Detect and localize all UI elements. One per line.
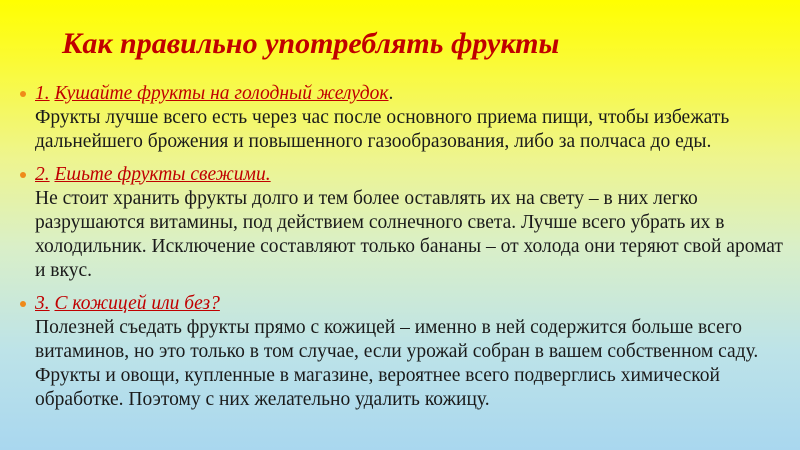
- tip-number: 3.: [35, 292, 50, 314]
- slide-title: Как правильно употреблять фрукты: [62, 27, 560, 60]
- tip-heading: Кушайте фрукты на голодный желудок: [54, 83, 389, 104]
- tip-number: 1.: [35, 83, 50, 104]
- bullet-dot-icon: [20, 91, 26, 97]
- tip-body: Не стоит хранить фрукты долго и тем более оставлять их на свету – в них легко разрушаются витамины, под действием солнечного света. Лучше всего убрать их в холодильник. Исключение составляют только бананы – от холода они теряют свой аромат и вкус.: [35, 187, 783, 282]
- bullet-dot-icon: [20, 301, 26, 307]
- tip-heading: Ешьте фрукты свежими.: [54, 163, 271, 185]
- bullet-dot-icon: [20, 172, 26, 178]
- tip-item-2: [20, 163, 790, 284]
- tip-body: Полезней съедать фрукты прямо с кожицей – именно в ней содержится больше всего витаминов, но это только в том случае, если урожай собран в вашем собственном саду. Фрукты и овощи, купленные в магазине, вероятнее всего подверглись химической обработке. Поэтому с них желательно удалить кожицу.: [35, 316, 759, 411]
- tip-heading-line: [35, 163, 790, 187]
- tip-item-1: [20, 82, 790, 155]
- tip-heading-line: [35, 292, 790, 316]
- tips-list: [20, 82, 790, 413]
- tip-heading: С кожицей или без?: [54, 292, 220, 314]
- tip-number: 2.: [35, 163, 50, 185]
- tip-body: Фрукты лучше всего есть через час после основного приема пищи, чтобы избежать дальнейшего брожения и повышенного газообразования, либо за полчаса до еды.: [35, 107, 730, 153]
- tip-item-3: [20, 292, 790, 413]
- tip-heading-end: .: [388, 83, 394, 104]
- tip-heading-line: [35, 82, 790, 106]
